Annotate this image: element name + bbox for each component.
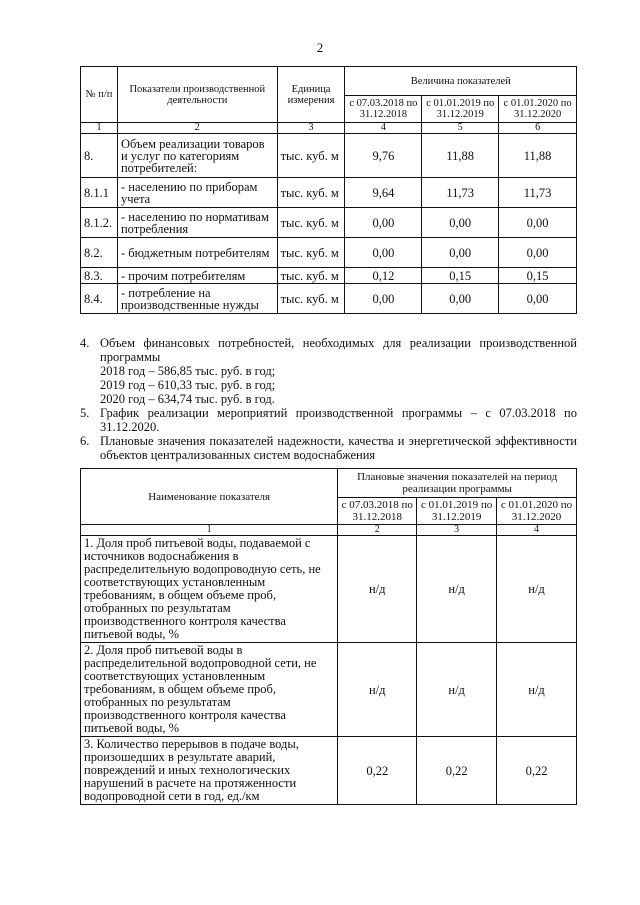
row-value: 0,00 xyxy=(422,284,499,314)
row-name: - бюджетным потребителям xyxy=(117,238,277,268)
production-indicators-table xyxy=(80,66,577,314)
column-number: 3 xyxy=(417,525,497,536)
row-number: 8.3. xyxy=(81,268,118,284)
row-value: 0,00 xyxy=(499,238,577,268)
row-unit: тыс. куб. м xyxy=(277,208,345,238)
section-text: Плановые значения показателей надежности, качества и энергетической эффективности объектов централизованных систем водоснабжения xyxy=(100,434,577,462)
indicator-value: 0,22 xyxy=(417,737,497,805)
row-name: - потребление на производственные нужды xyxy=(117,284,277,314)
header-period: с 01.01.2019 по 31.12.2019 xyxy=(422,96,499,123)
indicator-name: 2. Доля проб питьевой воды в распределительной водопроводной сети, не соответствующих установленным требованиям, в общем объеме проб, отобранных по результатам производственного контроля качества питьевой воды, % xyxy=(81,643,338,737)
row-name: - населению по приборам учета xyxy=(117,178,277,208)
table-header-row xyxy=(81,469,577,498)
row-value: 11,73 xyxy=(422,178,499,208)
indicator-value: н/д xyxy=(497,536,577,643)
indicator-value: н/д xyxy=(338,643,417,737)
finance-year-2020: 2020 год – 634,74 тыс. руб. в год. xyxy=(100,392,275,406)
header-period: с 01.01.2020 по 31.12.2020 xyxy=(499,96,577,123)
indicator-name: 3. Количество перерывов в подаче воды, произошедших в результате аварий, повреждений и иных технологических нарушений в расчете на протяженности водопроводной сети в год, ед./км xyxy=(81,737,338,805)
header-no: № п/п xyxy=(81,67,118,123)
column-number: 2 xyxy=(338,525,417,536)
section-text: График реализации мероприятий производственной программы – с 07.03.2018 по 31.12.2020. xyxy=(100,406,577,434)
row-value: 0,00 xyxy=(345,208,422,238)
section-number: 5. xyxy=(80,406,90,420)
indicator-value: 0,22 xyxy=(497,737,577,805)
row-value: 9,76 xyxy=(345,134,422,178)
column-number: 6 xyxy=(499,123,577,134)
row-value: 0,00 xyxy=(345,284,422,314)
column-number: 1 xyxy=(81,123,118,134)
table-header-row xyxy=(81,67,577,96)
row-value: 0,00 xyxy=(422,208,499,238)
column-number: 4 xyxy=(497,525,577,536)
row-unit: тыс. куб. м xyxy=(277,284,345,314)
table-row xyxy=(81,737,577,805)
table-row xyxy=(81,178,577,208)
header-values: Плановые значения показателей на период реализации программы xyxy=(338,469,577,498)
row-name: - прочим потребителям xyxy=(117,268,277,284)
row-unit: тыс. куб. м xyxy=(277,178,345,208)
indicator-value: н/д xyxy=(417,536,497,643)
row-unit: тыс. куб. м xyxy=(277,238,345,268)
indicator-value: н/д xyxy=(417,643,497,737)
row-name: Объем реализации товаров и услуг по категориям потребителей: xyxy=(117,134,277,178)
indicator-value: н/д xyxy=(497,643,577,737)
row-unit: тыс. куб. м xyxy=(277,268,345,284)
table-row xyxy=(81,208,577,238)
indicator-name: 1. Доля проб питьевой воды, подаваемой с источников водоснабжения в распределительную водопроводную сеть, не соответствующих установленным требованиям, в общем объеме проб, отобранных по результатам производственного контроля качества питьевой воды, % xyxy=(81,536,338,643)
page-number: 2 xyxy=(316,40,324,55)
header-unit: Единица измерения xyxy=(277,67,345,123)
row-value: 0,15 xyxy=(422,268,499,284)
row-number: 8.4. xyxy=(81,284,118,314)
row-value: 0,00 xyxy=(345,238,422,268)
table-row xyxy=(81,643,577,737)
section-text: Объем финансовых потребностей, необходимых для реализации производственной программы xyxy=(100,336,577,364)
numbered-sections xyxy=(80,336,577,462)
table-row xyxy=(81,536,577,643)
section-number: 6. xyxy=(80,434,90,448)
column-number: 4 xyxy=(345,123,422,134)
indicator-value: 0,22 xyxy=(338,737,417,805)
planned-indicators-table xyxy=(80,468,577,805)
indicator-value: н/д xyxy=(338,536,417,643)
header-values: Величина показателей xyxy=(345,67,577,96)
finance-year-2019: 2019 год – 610,33 тыс. руб. в год; xyxy=(100,378,276,392)
table-row xyxy=(81,268,577,284)
table-row xyxy=(81,134,577,178)
row-value: 0,00 xyxy=(422,238,499,268)
row-number: 8.2. xyxy=(81,238,118,268)
row-value: 11,88 xyxy=(499,134,577,178)
row-number: 8. xyxy=(81,134,118,178)
header-indicator: Показатели производственной деятельности xyxy=(117,67,277,123)
finance-year-2018: 2018 год – 586,85 тыс. руб. в год; xyxy=(100,364,276,378)
header-period: с 07.03.2018 по 31.12.2018 xyxy=(345,96,422,123)
row-value: 0,00 xyxy=(499,208,577,238)
header-name: Наименование показателя xyxy=(81,469,338,525)
row-name: - населению по нормативам потребления xyxy=(117,208,277,238)
row-value: 11,88 xyxy=(422,134,499,178)
row-value: 11,73 xyxy=(499,178,577,208)
table-row xyxy=(81,238,577,268)
section-4 xyxy=(80,336,577,364)
row-value: 0,12 xyxy=(345,268,422,284)
section-5 xyxy=(80,406,577,434)
row-unit: тыс. куб. м xyxy=(277,134,345,178)
header-period: с 01.01.2020 по 31.12.2020 xyxy=(497,498,577,525)
row-value: 0,15 xyxy=(499,268,577,284)
column-numbers-row xyxy=(81,525,577,536)
section-number: 4. xyxy=(80,336,90,350)
header-period: с 01.01.2019 по 31.12.2019 xyxy=(417,498,497,525)
column-number: 5 xyxy=(422,123,499,134)
header-period: с 07.03.2018 по 31.12.2018 xyxy=(338,498,417,525)
section-6 xyxy=(80,434,577,462)
row-number: 8.1.2. xyxy=(81,208,118,238)
row-value: 0,00 xyxy=(499,284,577,314)
column-number: 1 xyxy=(81,525,338,536)
row-number: 8.1.1 xyxy=(81,178,118,208)
table-row xyxy=(81,284,577,314)
row-value: 9,64 xyxy=(345,178,422,208)
column-number: 2 xyxy=(117,123,277,134)
column-numbers-row xyxy=(81,123,577,134)
column-number: 3 xyxy=(277,123,345,134)
